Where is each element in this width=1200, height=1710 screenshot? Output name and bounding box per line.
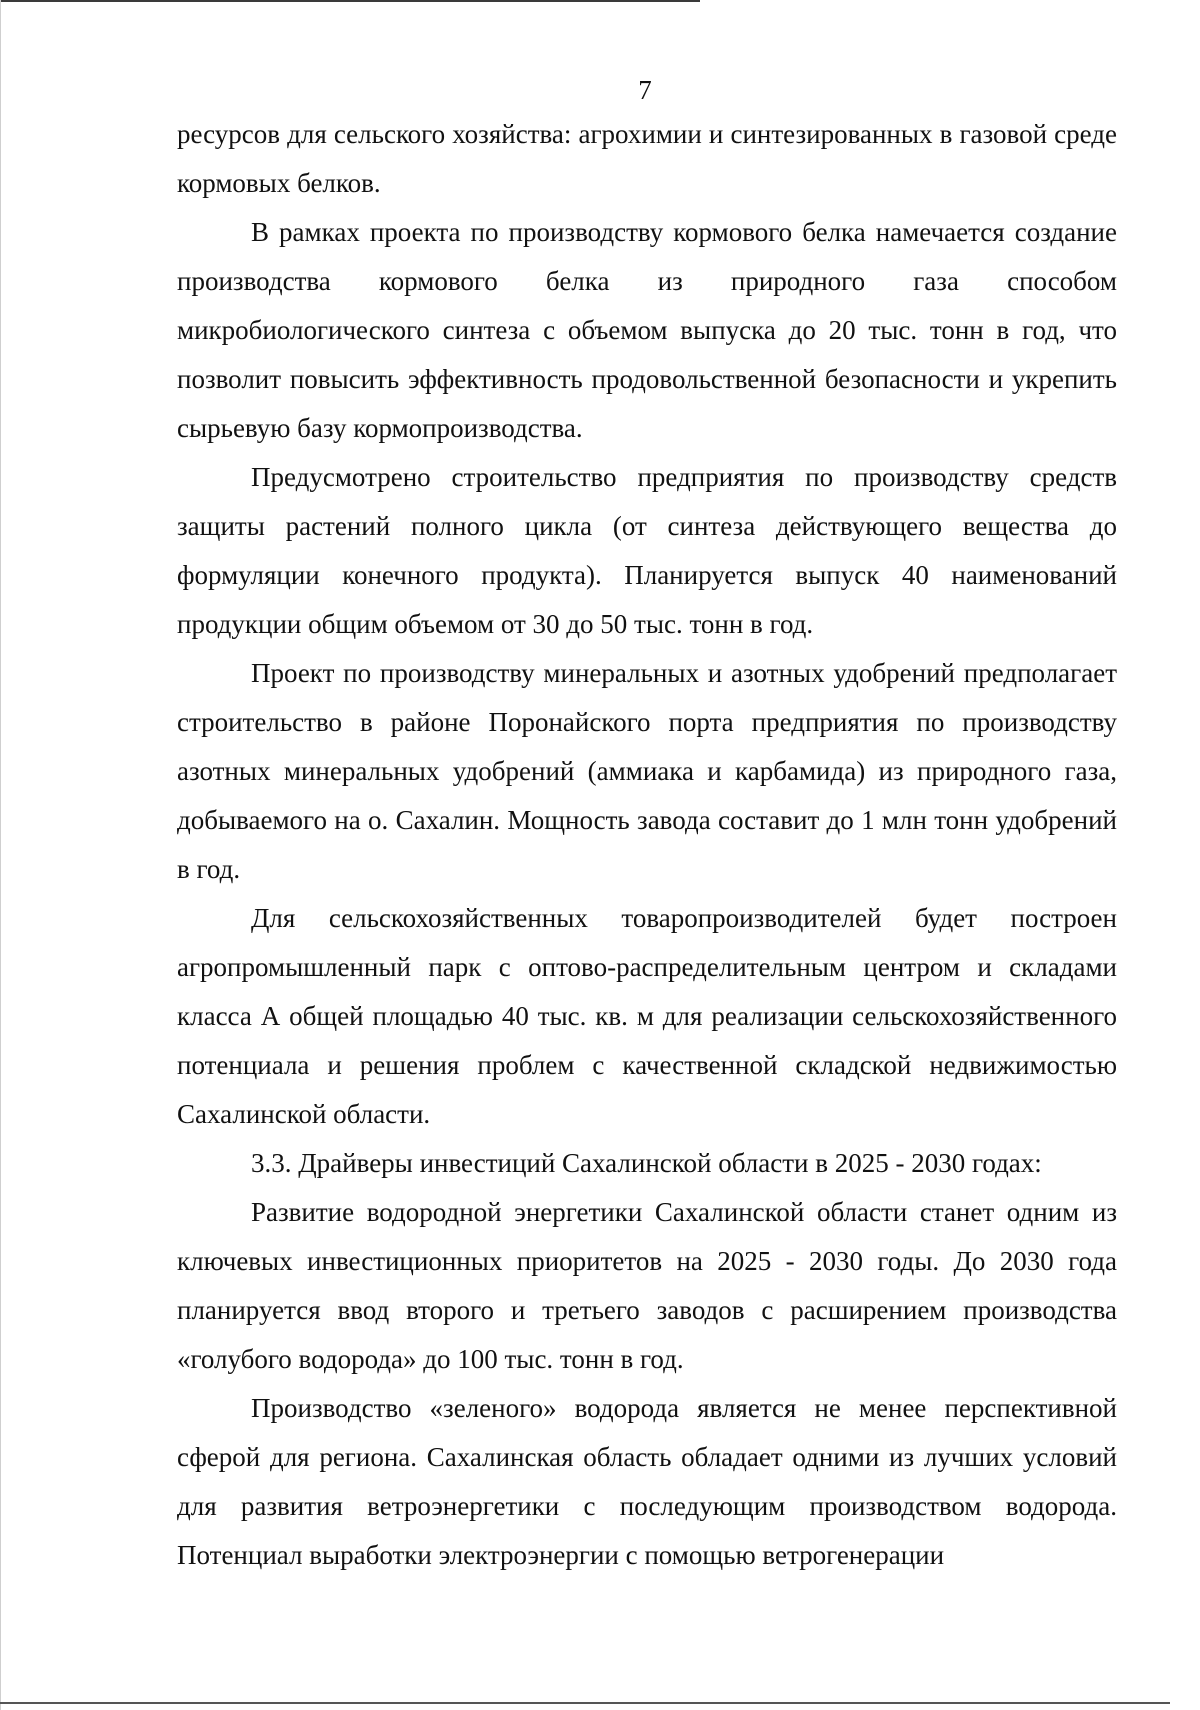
- paragraph-feed-protein: В рамках проекта по производству кормового белка намечается создание производства кормового белка из природного газа способом микробиологического синтеза с объемом выпуска до 20 тыс. тонн в год, что позволит повысить эффективность продовольственной безопасности и укрепить сырьевую базу кормопроизводства.: [177, 217, 1117, 443]
- paragraph-green-hydrogen: Производство «зеленого» водорода является не менее перспективной сферой для региона. Сахалинская область обладает одними из лучших условий для развития ветроэнергетики с последующим производством водорода. Потенциал выработки электроэнергии с помощью ветрогенерации: [177, 1393, 1117, 1570]
- scan-edge-top: [0, 0, 700, 2]
- paragraph-agro-park: Для сельскохозяйственных товаропроизводителей будет построен агропромышленный парк с оптово-распределительным центром и складами класса А общей площадью 40 тыс. кв. м для реализации сельскохозяйственного потенциала и решения проблем с качественной складской недвижимостью Сахалинской области.: [177, 903, 1117, 1129]
- paragraph-continued-resources: ресурсов для сельского хозяйства: агрохимии и синтезированных в газовой среде кормовых белков.: [177, 119, 1117, 198]
- paragraph-plant-protection: Предусмотрено строительство предприятия по производству средств защиты растений полного цикла (от синтеза действующего вещества до формуляции конечного продукта). Планируется выпуск 40 наименований продукции общим объемом от 30 до 50 тыс. тонн в год.: [177, 462, 1117, 639]
- scan-edge-left: [0, 0, 1, 1710]
- paragraph-fertilizers: Проект по производству минеральных и азотных удобрений предполагает строительство в районе Поронайского порта предприятия по производству азотных минеральных удобрений (аммиака и карбамида) из природного газа, добываемого на о. Сахалин. Мощность завода составит до 1 млн тонн удобрений в год.: [177, 658, 1117, 884]
- section-heading-investment-drivers: 3.3. Драйверы инвестиций Сахалинской области в 2025 - 2030 годах:: [251, 1148, 1042, 1178]
- paragraph-hydrogen-energy: Развитие водородной энергетики Сахалинской области станет одним из ключевых инвестиционных приоритетов на 2025 - 2030 годы. До 2030 года планируется ввод второго и третьего заводов с расширением производства «голубого водорода» до 100 тыс. тонн в год.: [177, 1197, 1117, 1374]
- scan-edge-bottom: [0, 1702, 1170, 1704]
- page-number: 7: [638, 75, 652, 105]
- document-body: [177, 110, 1117, 1580]
